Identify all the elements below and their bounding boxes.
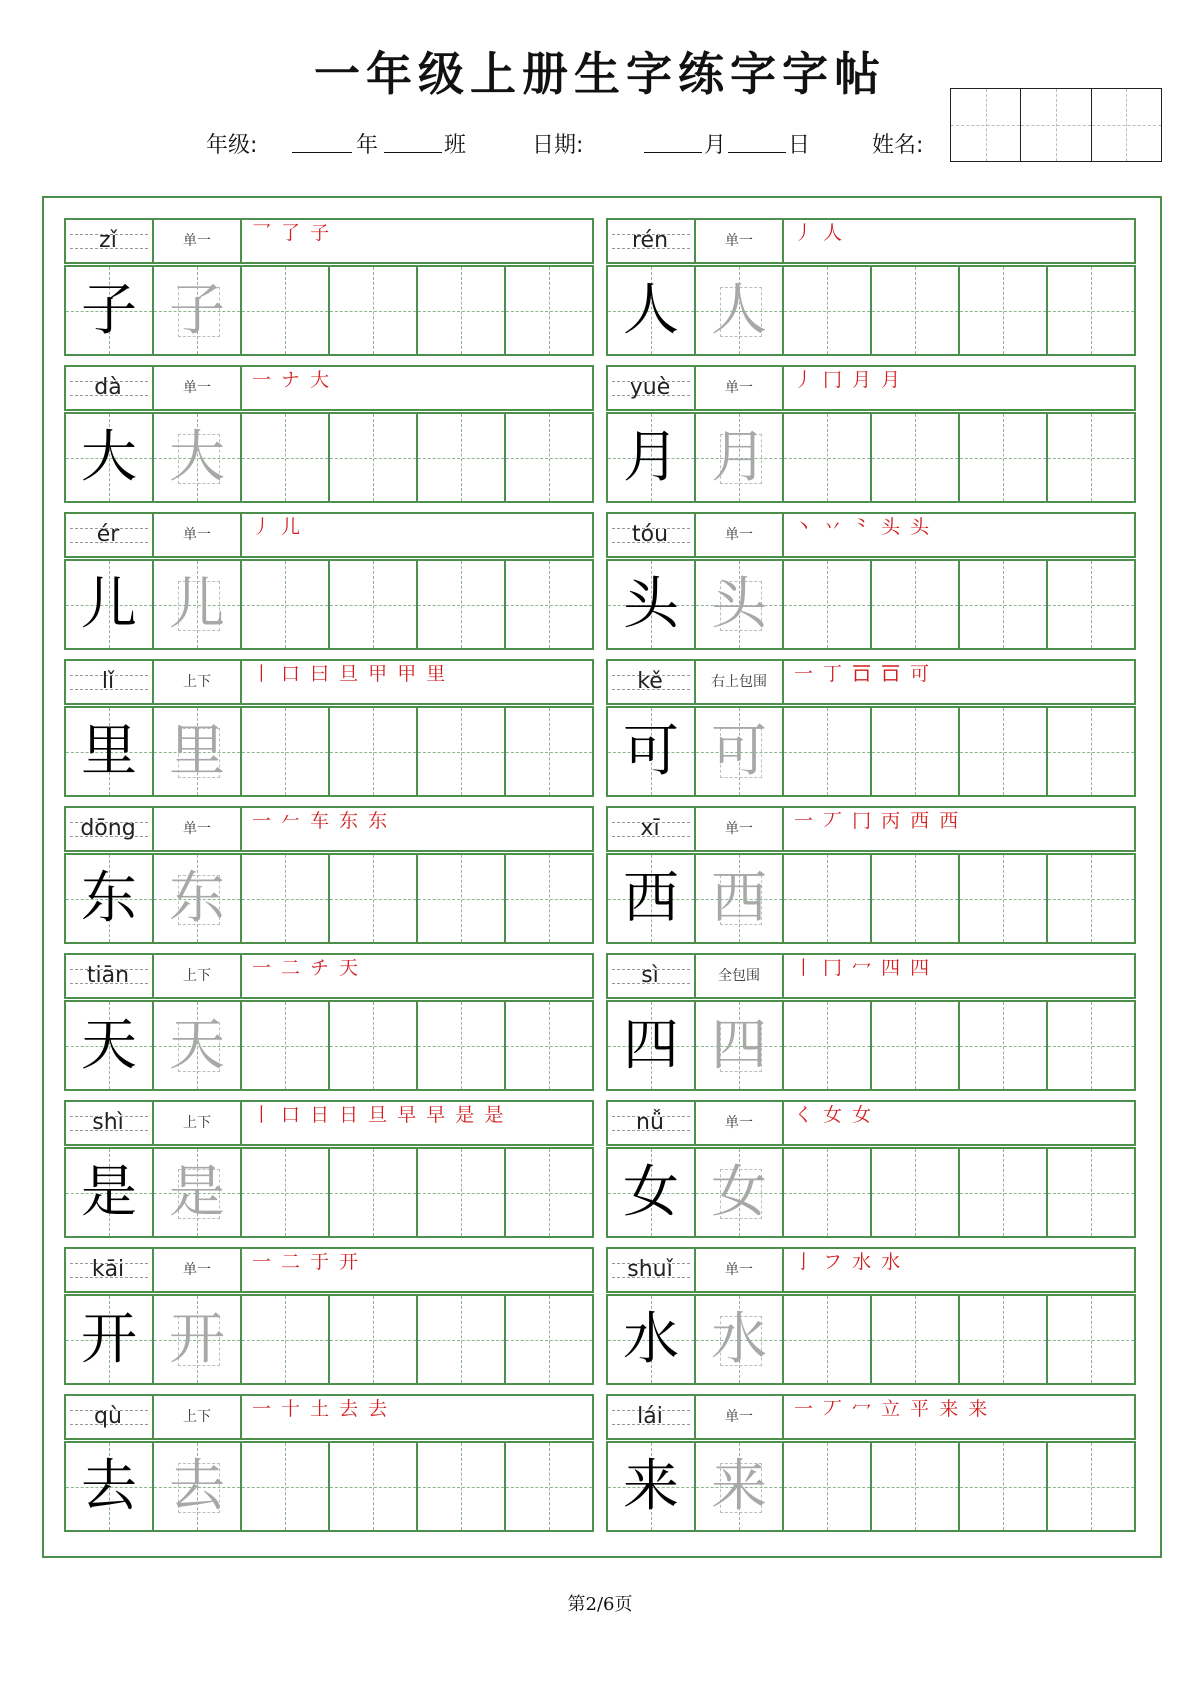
grade-label: 年级:	[206, 133, 258, 158]
class-unit: 班	[444, 133, 467, 158]
model-char: 是	[81, 1160, 137, 1225]
card-header-row	[64, 1394, 594, 1440]
card-header-row	[606, 218, 1136, 264]
char-card	[64, 365, 594, 503]
practice-cell[interactable]	[242, 708, 330, 795]
structure-label: 单一	[696, 367, 784, 409]
stroke-order: 一 丆 冖 立 平 来 来	[794, 1398, 990, 1420]
card-header-row	[606, 365, 1136, 411]
practice-cell[interactable]	[960, 1296, 1048, 1383]
model-char-cell	[608, 708, 696, 795]
model-char: 西	[623, 866, 679, 931]
model-char-cell	[608, 855, 696, 942]
model-char-cell	[66, 1149, 154, 1236]
practice-cell[interactable]	[1048, 1002, 1134, 1089]
stroke-order: 一 𠂉 车 东 东	[252, 810, 390, 832]
trace-char-cell[interactable]	[696, 1002, 784, 1089]
writing-row	[606, 412, 1136, 503]
trace-char-cell[interactable]	[154, 1296, 242, 1383]
model-char: 开	[81, 1307, 137, 1372]
stroke-order: 丨 口 曰 旦 甲 甲 里	[252, 663, 448, 685]
practice-cell[interactable]	[960, 414, 1048, 501]
practice-cell[interactable]	[330, 414, 418, 501]
structure-label: 单一	[696, 514, 784, 556]
practice-cell[interactable]	[506, 1443, 592, 1530]
trace-char: 西	[711, 866, 767, 931]
stroke-order: 一 丆 冂 丙 西 西	[794, 810, 961, 832]
year-unit: 年	[356, 133, 379, 158]
practice-cell[interactable]	[960, 708, 1048, 795]
day-unit: 日	[788, 133, 811, 158]
practice-cell[interactable]	[784, 414, 872, 501]
trace-char-cell[interactable]	[154, 414, 242, 501]
writing-row	[606, 265, 1136, 356]
pinyin-cell	[608, 808, 696, 850]
char-card	[64, 1100, 594, 1238]
practice-cell[interactable]	[242, 267, 330, 354]
card-header-row	[64, 1100, 594, 1146]
model-char: 月	[623, 425, 679, 490]
practice-cell[interactable]	[1048, 1443, 1134, 1530]
pinyin-text: qù	[94, 1404, 122, 1429]
stroke-order: 丿 儿	[252, 516, 303, 538]
pinyin-text: shuǐ	[627, 1257, 673, 1282]
writing-row	[64, 853, 594, 944]
structure-label: 单一	[154, 1249, 242, 1291]
practice-cell[interactable]	[960, 1149, 1048, 1236]
stroke-order: 丶 丷 ⺀ 头 头	[794, 516, 932, 538]
pinyin-cell	[608, 661, 696, 703]
char-card	[64, 218, 594, 356]
stroke-order: 一 十 土 去 去	[252, 1398, 390, 1420]
trace-char-cell[interactable]	[154, 1149, 242, 1236]
writing-row	[64, 265, 594, 356]
writing-row	[606, 1147, 1136, 1238]
model-char-cell	[608, 267, 696, 354]
trace-char: 天	[169, 1013, 225, 1078]
model-char: 子	[81, 278, 137, 343]
trace-char: 是	[169, 1160, 225, 1225]
trace-char-cell[interactable]	[154, 561, 242, 648]
practice-cell[interactable]	[1048, 561, 1134, 648]
trace-char: 子	[169, 278, 225, 343]
practice-cell[interactable]	[506, 1296, 592, 1383]
char-card	[606, 512, 1136, 650]
practice-cell[interactable]	[784, 1002, 872, 1089]
practice-cell[interactable]	[784, 1296, 872, 1383]
card-header-row	[64, 806, 594, 852]
model-char-cell	[66, 561, 154, 648]
trace-char: 月	[711, 425, 767, 490]
practice-cell[interactable]	[330, 1296, 418, 1383]
model-char-cell	[608, 561, 696, 648]
practice-cell[interactable]	[330, 1149, 418, 1236]
month-blank[interactable]	[644, 132, 702, 153]
stroke-order: 一 二 チ 天	[252, 957, 361, 979]
structure-label: 单一	[696, 220, 784, 262]
model-char-cell	[608, 1443, 696, 1530]
pinyin-cell	[66, 808, 154, 850]
model-char-cell	[608, 1149, 696, 1236]
trace-char: 可	[711, 719, 767, 784]
practice-cell[interactable]	[330, 855, 418, 942]
structure-label: 单一	[696, 808, 784, 850]
name-cell[interactable]	[1021, 89, 1091, 161]
writing-row	[606, 1441, 1136, 1532]
structure-label: 全包围	[696, 955, 784, 997]
stroke-order: 丿 人	[794, 222, 845, 244]
practice-cell[interactable]	[506, 414, 592, 501]
stroke-order: く 女 女	[794, 1104, 874, 1126]
practice-cell[interactable]	[506, 855, 592, 942]
pinyin-cell	[608, 220, 696, 262]
practice-cell[interactable]	[418, 267, 506, 354]
card-header-row	[64, 659, 594, 705]
practice-cell[interactable]	[242, 1149, 330, 1236]
structure-label: 单一	[154, 808, 242, 850]
trace-char-cell[interactable]	[696, 267, 784, 354]
practice-cell[interactable]	[784, 1149, 872, 1236]
card-header-row	[606, 953, 1136, 999]
model-char: 大	[81, 425, 137, 490]
model-char-cell	[66, 1443, 154, 1530]
char-card	[606, 218, 1136, 356]
model-char: 东	[81, 866, 137, 931]
practice-cell[interactable]	[506, 561, 592, 648]
name-input-grid[interactable]	[950, 88, 1162, 162]
model-char: 水	[623, 1307, 679, 1372]
stroke-order: 丨 冂 冖 四 四	[794, 957, 932, 979]
char-card	[64, 953, 594, 1091]
practice-cell[interactable]	[872, 1443, 960, 1530]
practice-cell[interactable]	[418, 1002, 506, 1089]
model-char-cell	[66, 1002, 154, 1089]
practice-cell[interactable]	[418, 561, 506, 648]
pinyin-cell	[608, 1102, 696, 1144]
practice-cell[interactable]	[418, 414, 506, 501]
practice-cell[interactable]	[960, 561, 1048, 648]
stroke-order: 一 ナ 大	[252, 369, 332, 391]
pinyin-cell	[66, 1249, 154, 1291]
practice-cell[interactable]	[330, 1002, 418, 1089]
practice-cell[interactable]	[242, 1002, 330, 1089]
pinyin-text: xī	[640, 816, 660, 841]
stroke-order: 一 丁 𠮛 𠮛 可	[794, 663, 932, 685]
pinyin-cell	[66, 220, 154, 262]
trace-char-cell[interactable]	[154, 1443, 242, 1530]
char-card	[64, 1394, 594, 1532]
writing-row	[64, 559, 594, 650]
trace-char: 去	[169, 1454, 225, 1519]
pinyin-cell	[608, 367, 696, 409]
practice-cell[interactable]	[1048, 708, 1134, 795]
practice-cell[interactable]	[418, 1296, 506, 1383]
page-number: 第2/6页	[567, 1594, 633, 1615]
writing-row	[606, 559, 1136, 650]
char-card	[606, 1247, 1136, 1385]
trace-char-cell[interactable]	[696, 1296, 784, 1383]
practice-cell[interactable]	[330, 561, 418, 648]
pinyin-text: zǐ	[99, 228, 117, 253]
model-char: 四	[623, 1013, 679, 1078]
card-header-row	[606, 1100, 1136, 1146]
char-card	[606, 1394, 1136, 1532]
pinyin-cell	[66, 1102, 154, 1144]
pinyin-text: tiān	[86, 963, 130, 988]
structure-label: 上下	[154, 1396, 242, 1438]
practice-cell[interactable]	[872, 414, 960, 501]
pinyin-text: dōng	[80, 816, 136, 841]
pinyin-cell	[66, 514, 154, 556]
writing-row	[606, 853, 1136, 944]
practice-cell[interactable]	[506, 708, 592, 795]
model-char-cell	[66, 414, 154, 501]
card-header-row	[64, 953, 594, 999]
practice-cell[interactable]	[784, 561, 872, 648]
name-cell[interactable]	[1092, 89, 1161, 161]
practice-cell[interactable]	[872, 267, 960, 354]
stroke-order: 丨 口 日 日 旦 早 早 是 是	[252, 1104, 506, 1126]
writing-row	[606, 1000, 1136, 1091]
practice-cell[interactable]	[784, 708, 872, 795]
trace-char: 里	[169, 719, 225, 784]
practice-cell[interactable]	[418, 1149, 506, 1236]
page-title: 一年级上册生字练字字帖	[314, 47, 886, 101]
practice-cell[interactable]	[1048, 414, 1134, 501]
writing-row	[606, 1294, 1136, 1385]
stroke-order: 乛 了 子	[252, 222, 332, 244]
char-card	[606, 806, 1136, 944]
pinyin-text: lái	[637, 1404, 663, 1429]
model-char: 儿	[81, 572, 137, 637]
practice-cell[interactable]	[872, 855, 960, 942]
pinyin-cell	[66, 367, 154, 409]
structure-label: 上下	[154, 955, 242, 997]
model-char: 人	[623, 278, 679, 343]
pinyin-cell	[608, 1249, 696, 1291]
structure-label: 单一	[696, 1102, 784, 1144]
card-header-row	[64, 512, 594, 558]
practice-cell[interactable]	[242, 414, 330, 501]
month-unit: 月	[704, 133, 727, 158]
practice-cell[interactable]	[872, 561, 960, 648]
card-header-row	[606, 806, 1136, 852]
trace-char-cell[interactable]	[154, 267, 242, 354]
trace-char-cell[interactable]	[154, 855, 242, 942]
structure-label: 上下	[154, 1102, 242, 1144]
model-char: 女	[623, 1160, 679, 1225]
structure-label: 单一	[154, 220, 242, 262]
char-card	[64, 1247, 594, 1385]
name-cell[interactable]	[951, 89, 1021, 161]
pinyin-cell	[66, 661, 154, 703]
practice-cell[interactable]	[872, 708, 960, 795]
structure-label: 右上包围	[696, 661, 784, 703]
trace-char: 头	[711, 572, 767, 637]
practice-cell[interactable]	[784, 855, 872, 942]
practice-cell[interactable]	[418, 708, 506, 795]
structure-label: 单一	[154, 367, 242, 409]
stroke-order: 丿 冂 月 月	[794, 369, 903, 391]
pinyin-text: lǐ	[101, 669, 115, 694]
structure-label: 单一	[154, 514, 242, 556]
structure-label: 单一	[696, 1396, 784, 1438]
char-card	[606, 659, 1136, 797]
writing-row	[64, 1147, 594, 1238]
practice-cell[interactable]	[1048, 267, 1134, 354]
model-char-cell	[66, 267, 154, 354]
practice-cell[interactable]	[1048, 1296, 1134, 1383]
pinyin-text: tóu	[631, 522, 669, 547]
practice-cell[interactable]	[242, 855, 330, 942]
pinyin-text: kě	[637, 669, 663, 694]
pinyin-text: nǚ	[636, 1110, 664, 1135]
structure-label: 单一	[696, 1249, 784, 1291]
model-char-cell	[66, 1296, 154, 1383]
practice-cell[interactable]	[872, 1296, 960, 1383]
pinyin-text: yuè	[629, 375, 671, 400]
card-header-row	[64, 218, 594, 264]
model-char: 头	[623, 572, 679, 637]
model-char: 可	[623, 719, 679, 784]
writing-row	[64, 412, 594, 503]
practice-cell[interactable]	[506, 1002, 592, 1089]
char-card	[64, 512, 594, 650]
practice-cell[interactable]	[960, 1002, 1048, 1089]
practice-cell[interactable]	[330, 708, 418, 795]
practice-cell[interactable]	[872, 1002, 960, 1089]
model-char: 来	[623, 1454, 679, 1519]
writing-row	[64, 1441, 594, 1532]
pinyin-cell	[66, 1396, 154, 1438]
trace-char: 大	[169, 425, 225, 490]
stroke-order: 一 二 于 开	[252, 1251, 361, 1273]
trace-char: 女	[711, 1160, 767, 1225]
practice-cell[interactable]	[418, 1443, 506, 1530]
writing-row	[64, 1000, 594, 1091]
trace-char-cell[interactable]	[696, 1149, 784, 1236]
name-label: 姓名:	[872, 133, 924, 158]
practice-cell[interactable]	[506, 1149, 592, 1236]
char-card	[606, 365, 1136, 503]
trace-char-cell[interactable]	[696, 855, 784, 942]
model-char: 天	[81, 1013, 137, 1078]
practice-cell[interactable]	[872, 1149, 960, 1236]
model-char-cell	[608, 414, 696, 501]
pinyin-cell	[608, 1396, 696, 1438]
model-char: 去	[81, 1454, 137, 1519]
practice-cell[interactable]	[418, 855, 506, 942]
card-header-row	[606, 1247, 1136, 1293]
writing-row	[64, 706, 594, 797]
pinyin-text: dà	[94, 375, 122, 400]
practice-cell[interactable]	[784, 1443, 872, 1530]
practice-cell[interactable]	[960, 267, 1048, 354]
writing-row	[64, 1294, 594, 1385]
card-header-row	[64, 365, 594, 411]
pinyin-text: kāi	[91, 1257, 125, 1282]
writing-row	[606, 706, 1136, 797]
practice-cell[interactable]	[330, 267, 418, 354]
card-header-row	[606, 512, 1136, 558]
card-header-row	[606, 1394, 1136, 1440]
trace-char: 儿	[169, 572, 225, 637]
practice-cell[interactable]	[242, 1443, 330, 1530]
pinyin-text: shì	[92, 1110, 124, 1135]
char-card	[606, 1100, 1136, 1238]
practice-cell[interactable]	[242, 1296, 330, 1383]
practice-cell[interactable]	[784, 267, 872, 354]
trace-char: 人	[711, 278, 767, 343]
pinyin-cell	[608, 955, 696, 997]
trace-char-cell[interactable]	[696, 414, 784, 501]
card-header-row	[64, 1247, 594, 1293]
class-blank[interactable]	[384, 132, 442, 153]
char-card	[606, 953, 1136, 1091]
grade-blank[interactable]	[292, 132, 352, 153]
model-char-cell	[66, 855, 154, 942]
trace-char: 来	[711, 1454, 767, 1519]
practice-cell[interactable]	[1048, 855, 1134, 942]
practice-cell[interactable]	[242, 561, 330, 648]
pinyin-cell	[608, 514, 696, 556]
structure-label: 上下	[154, 661, 242, 703]
char-card	[64, 659, 594, 797]
stroke-order: 亅 フ 水 水	[794, 1251, 903, 1273]
model-char-cell	[66, 708, 154, 795]
date-label: 日期:	[532, 133, 584, 158]
trace-char-cell[interactable]	[696, 1443, 784, 1530]
trace-char-cell[interactable]	[154, 708, 242, 795]
trace-char: 水	[711, 1307, 767, 1372]
model-char-cell	[608, 1002, 696, 1089]
day-blank[interactable]	[728, 132, 786, 153]
char-card	[64, 806, 594, 944]
pinyin-text: rén	[631, 228, 669, 253]
model-char-cell	[608, 1296, 696, 1383]
practice-cell[interactable]	[960, 1443, 1048, 1530]
pinyin-text: ér	[96, 522, 120, 547]
trace-char-cell[interactable]	[696, 708, 784, 795]
trace-char-cell[interactable]	[154, 1002, 242, 1089]
trace-char: 开	[169, 1307, 225, 1372]
trace-char-cell[interactable]	[696, 561, 784, 648]
practice-cell[interactable]	[960, 855, 1048, 942]
trace-char: 四	[711, 1013, 767, 1078]
pinyin-text: sì	[641, 963, 659, 988]
practice-cell[interactable]	[1048, 1149, 1134, 1236]
card-header-row	[606, 659, 1136, 705]
trace-char: 东	[169, 866, 225, 931]
practice-cell[interactable]	[330, 1443, 418, 1530]
practice-cell[interactable]	[506, 267, 592, 354]
model-char: 里	[81, 719, 137, 784]
pinyin-cell	[66, 955, 154, 997]
